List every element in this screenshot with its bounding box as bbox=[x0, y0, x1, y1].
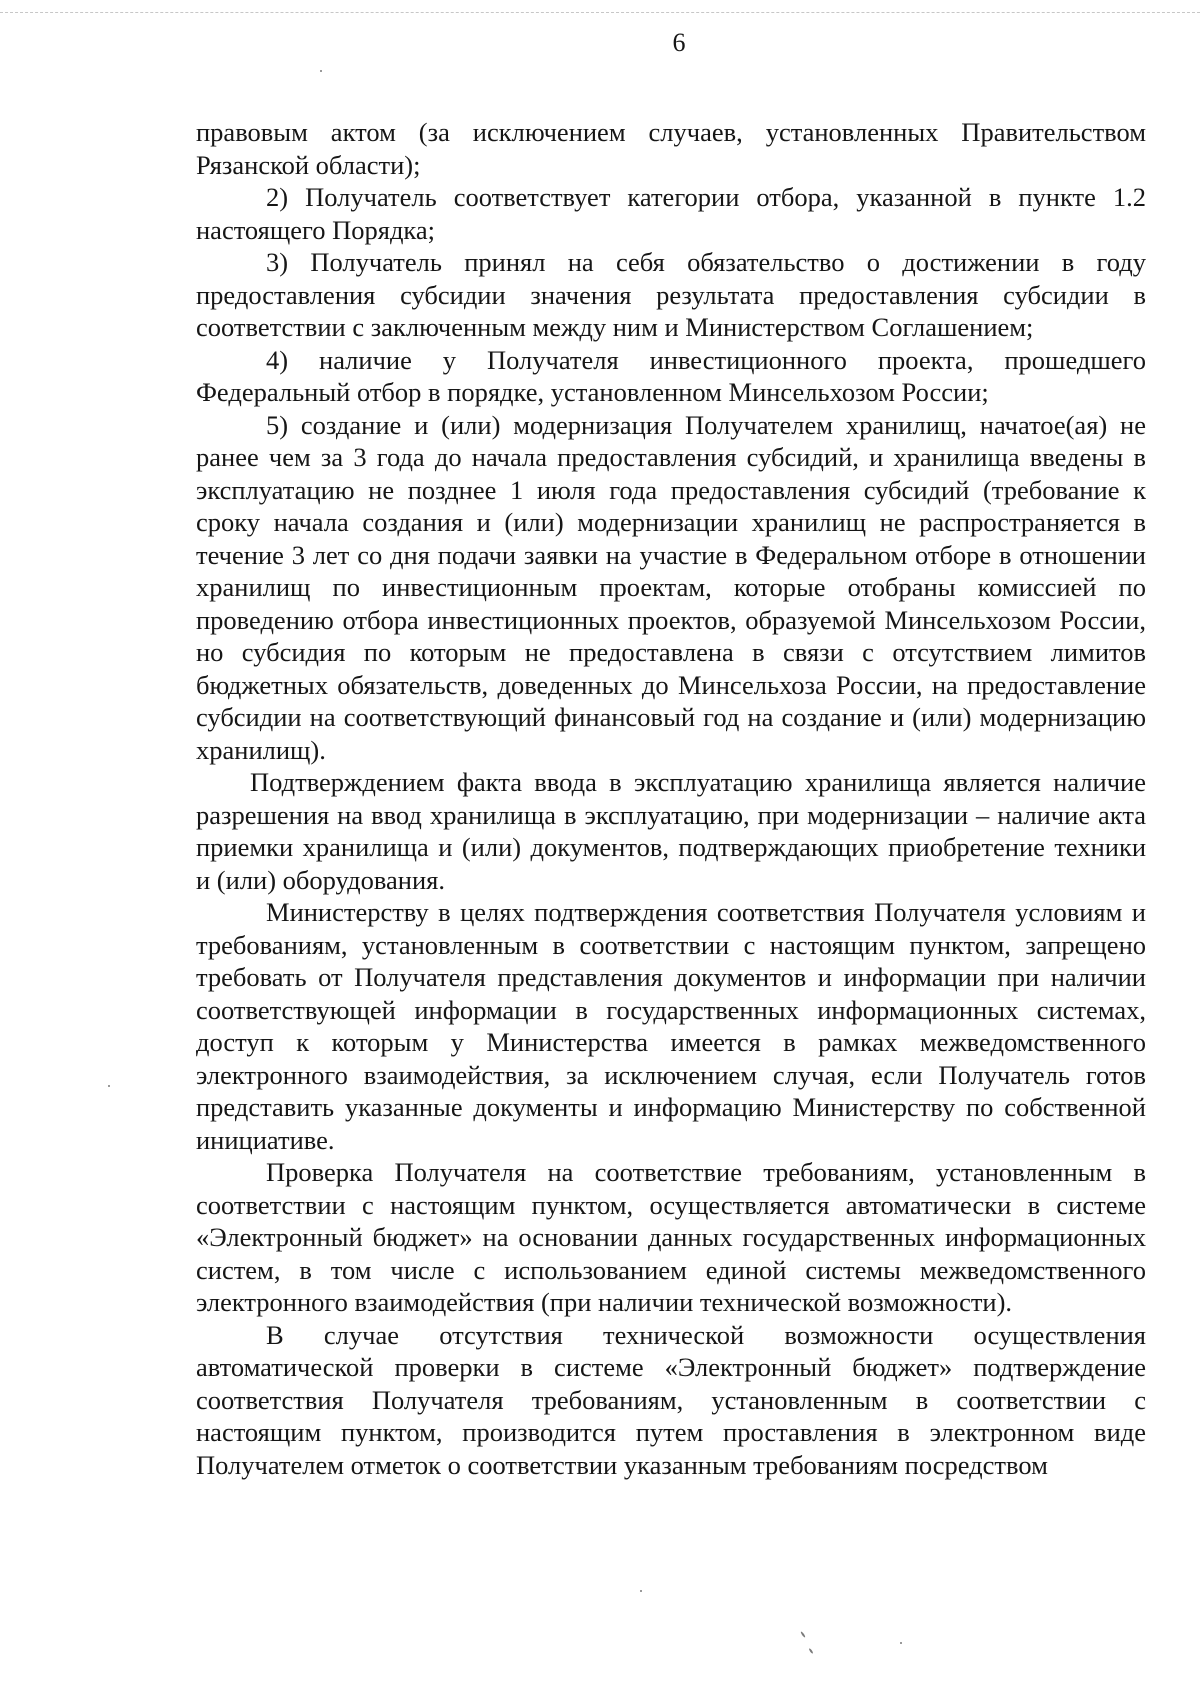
scan-speck bbox=[108, 1085, 110, 1087]
paragraph-ministry-restrictions: Министерству в целях подтверждения соответствия Получателя условиям и требованиям, установленным в соответствии с настоящим пунктом, запрещено требовать от Получателя представления документов и информации при наличии соответствующей информации в государственных информационных системах, доступ к которым у Министерства имеется в рамках межведомственного электронного взаимодействия, за исключением случая, если Получатель готов представить указанные документы и информацию Министерству по собственной инициативе. bbox=[196, 897, 1146, 1155]
scan-edge-artifact bbox=[0, 12, 1200, 17]
list-item-3: 3) Получатель принял на себя обязательство о достижении в году предоставления субсидии значения результата предоставления субсидии в соответствии с заключенным между ним и Министерством Соглашением; bbox=[196, 247, 1146, 342]
scan-speck bbox=[320, 70, 322, 72]
scan-speck bbox=[900, 1642, 902, 1644]
list-item-2: 2) Получатель соответствует категории отбора, указанной в пункте 1.2 настоящего Порядка; bbox=[196, 182, 1146, 245]
paragraph-commissioning-confirmation: Подтверждением факта ввода в эксплуатацию хранилища является наличие разрешения на ввод хранилища в эксплуатацию, при модернизации – наличие акта приемки хранилища и (или) документов, подтверждающих приобретение техники и (или) оборудования. bbox=[196, 767, 1146, 895]
document-body bbox=[196, 116, 1146, 1481]
paragraph-continuation: правовым актом (за исключением случаев, установленных Правительством Рязанской области); bbox=[196, 117, 1146, 180]
list-item-5: 5) создание и (или) модернизация Получателем хранилищ, начатое(ая) не ранее чем за 3 года до начала предоставления субсидий, и хранилища введены в эксплуатацию не позднее 1 июля года предоставления субсидий (требование к сроку начала создания и (или) модернизации хранилищ не распространяется в течение 3 лет со дня подачи заявки на участие в Федеральном отборе в отношении хранилищ по инвестиционным проектам, которые отобраны комиссией по проведению отбора инвестиционных проектов, образуемой Минсельхозом России, но субсидия по которым не предоставлена в связи с отсутствием лимитов бюджетных обязательств, доведенных до Минсельхоза России, на предоставление субсидии на соответствующий финансовый год на создание и (или) модернизацию хранилищ). bbox=[196, 409, 1146, 765]
scan-speck bbox=[808, 1648, 813, 1654]
page-number: 6 bbox=[672, 28, 686, 57]
scan-speck bbox=[640, 1590, 642, 1592]
list-item-4: 4) наличие у Получателя инвестиционного проекта, прошедшего Федеральный отбор в порядке, установленном Минсельхозом России; bbox=[196, 344, 1146, 407]
scan-speck bbox=[800, 1631, 806, 1638]
paragraph-automatic-check: Проверка Получателя на соответствие требованиям, установленным в соответствии с настоящим пунктом, осуществляется автоматически в системе «Электронный бюджет» на основании данных государственных информационных систем, в том числе с использованием единой системы межведомственного электронного взаимодействия (при наличии технической возможности). bbox=[196, 1157, 1146, 1317]
paragraph-manual-confirmation: В случае отсутствия технической возможности осуществления автоматической проверки в системе «Электронный бюджет» подтверждение соответствия Получателя требованиям, установленным в соответствии с настоящим пунктом, производится путем проставления в электронном виде Получателем отметок о соответствии указанным требованиям посредством bbox=[196, 1319, 1146, 1480]
